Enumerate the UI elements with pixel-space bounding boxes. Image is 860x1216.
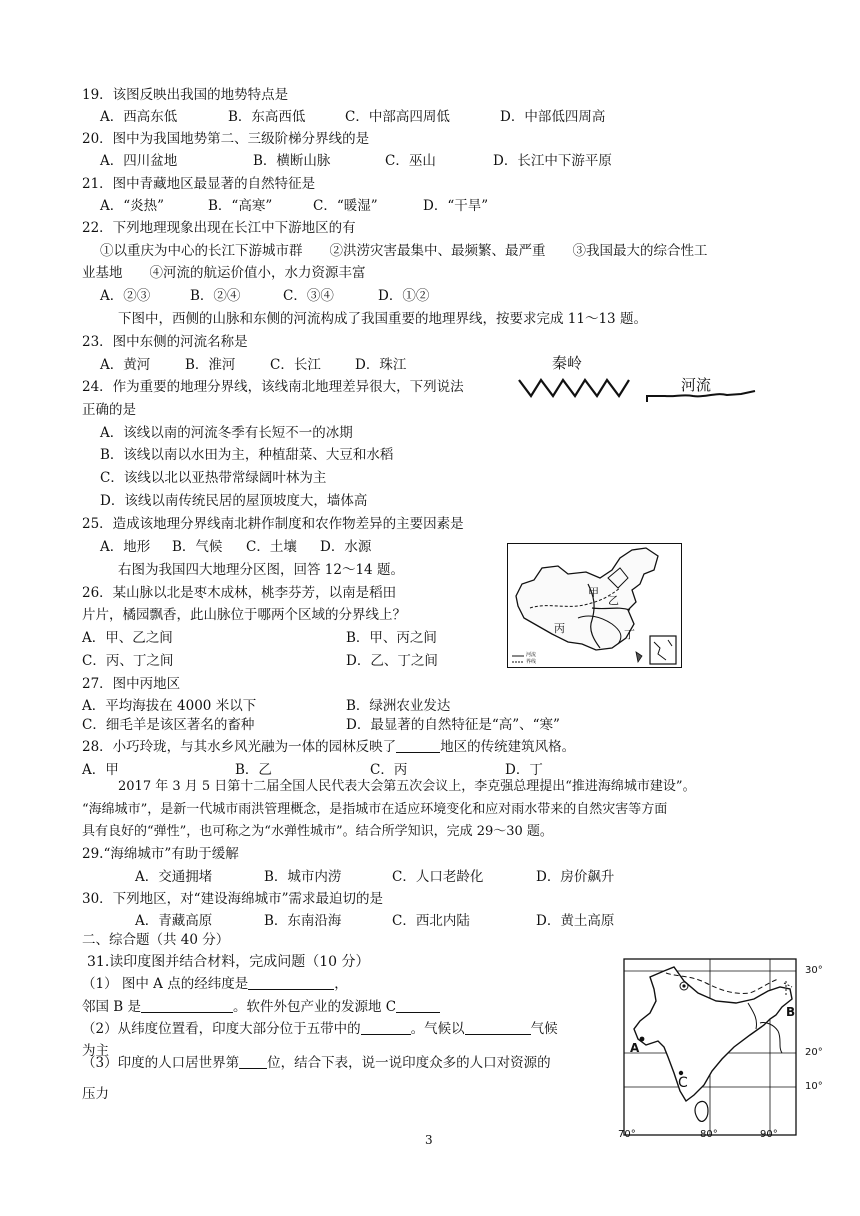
page-number: 3 [425, 1133, 433, 1147]
point-b-label: B [786, 1005, 796, 1019]
q27-option-c: C．细毛羊是该区著名的畜种 [82, 717, 255, 733]
q28-option-c: C．丙 [370, 762, 408, 778]
q31-part2-mid: 。气候以 [410, 1021, 465, 1037]
q31-part2-line1 [82, 1020, 558, 1038]
q23-option-a: A．黄河 [100, 357, 151, 373]
lon-80-label: 80° [700, 1129, 718, 1140]
q25-option-d: D．水源 [320, 539, 372, 555]
q25-option-a: A．地形 [100, 539, 151, 555]
q21-option-b: B．“高寒” [208, 198, 273, 214]
china-regions-map [507, 543, 682, 668]
q24-option-b: B．该线以南以水田为主，种植甜菜、大豆和水稻 [100, 447, 394, 463]
q31-part3-text: （3）印度的人口居世界第 [82, 1055, 240, 1071]
lat-10-label: 10° [805, 1081, 823, 1092]
q31-part3-line2: 压力 [82, 1086, 109, 1102]
q19-option-b: B．东高西低 [228, 109, 306, 125]
q22-stem: 22．下列地理现象出现在长江中下游地区的有 [82, 220, 356, 236]
q24-stem-line2: 正确的是 [82, 402, 136, 418]
q24-option-a: A．该线以南的河流冬季有长短不一的冰期 [100, 425, 353, 441]
river-label: 河流 [681, 376, 712, 394]
q21-option-a: A．“炎热” [100, 198, 165, 214]
lon-70-label: 70° [618, 1129, 636, 1140]
q29-option-b: B．城市内涝 [264, 869, 342, 885]
india-map [618, 953, 832, 1143]
q23-option-b: B．淮河 [185, 357, 236, 373]
q28-option-a: A．甲 [82, 762, 119, 778]
india-map-drawing [618, 953, 832, 1143]
q20-option-c: C．巫山 [385, 153, 436, 169]
q23-option-c: C．长江 [270, 357, 321, 373]
point-c-label: C [678, 1075, 688, 1091]
q20-stem: 20．图中为我国地势第二、三级阶梯分界线的是 [82, 131, 370, 147]
q23-option-d: D．珠江 [355, 357, 407, 373]
q31-part2-text: （2）从纬度位置看，印度大部分位于五带中的 [82, 1021, 361, 1037]
q30-option-b: B．东南沿海 [264, 913, 342, 929]
q21-option-d: D．“干旱” [423, 198, 489, 214]
q31-latlon-blank[interactable] [248, 975, 334, 990]
passage-line1: 2017 年 3 月 5 日第十二届全国人民代表大会第五次会议上，李克强总理提出“推进海绵城市建设”。 [118, 779, 696, 794]
q22-option-a: A．②③ [100, 288, 151, 304]
q30-option-d: D．黄土高原 [536, 913, 615, 929]
region-yi-label: 乙 [608, 594, 619, 607]
q22-statement-line1: ①以重庆为中心的长江下游城市群 ②洪涝灾害最集中、最频繁、最严重 ③我国最大的综合性工 [100, 243, 708, 259]
q20-option-b: B．横断山脉 [253, 153, 331, 169]
legend-boundary: 界线 [526, 659, 537, 665]
passage-line2: “海绵城市”，是新一代城市雨洪管理概念，是指城市在适应环境变化和应对雨水带来的自然灾害等方面 [82, 802, 668, 817]
q25-stem: 25．造成该地理分界线南北耕作制度和农作物差异的主要因素是 [82, 516, 464, 532]
lon-90-label: 90° [760, 1129, 778, 1140]
q19-option-c: C．中部高四周低 [345, 109, 450, 125]
q25-option-c: C．土壤 [246, 539, 297, 555]
q30-stem: 30．下列地区，对“建设海绵城市”需求最迫切的是 [82, 891, 383, 907]
q28-option-d: D．丁 [505, 762, 543, 778]
q22-option-c: C．③④ [283, 288, 334, 304]
q31-c-blank[interactable] [396, 998, 440, 1013]
intro-26: 右图为我国四大地理分区图，回答 12～14 题。 [118, 562, 404, 578]
q24-option-c: C．该线以北以亚热带常绿阔叶林为主 [100, 470, 327, 486]
q31-part1-line2 [82, 998, 440, 1016]
q26-option-a: A．甲、乙之间 [82, 630, 173, 646]
region-jia-label: 甲 [588, 586, 599, 599]
q31-neighbor-text: 邻国 B 是 [82, 999, 142, 1015]
legend-river: 河流 [526, 652, 537, 658]
q29-stem: 29.“海绵城市”有助于缓解 [82, 846, 239, 862]
q31-part3-after: 位，结合下表，说一说印度众多的人口对资源的 [267, 1055, 551, 1071]
q28-stem-after: 地区的传统建筑风格。 [440, 739, 576, 755]
q26-option-d: D．乙、丁之间 [346, 653, 438, 669]
q30-option-c: C．西北内陆 [392, 913, 470, 929]
q19-option-d: D．中部低四周高 [500, 109, 606, 125]
section2-heading: 二、综合题（共 40 分） [82, 932, 230, 948]
q27-option-b: B．绿洲农业发达 [346, 698, 451, 714]
q31-part1-line1: （1） 图中 A 点的经纬度是 ， [82, 976, 348, 992]
q26-option-c: C．丙、丁之间 [82, 653, 174, 669]
q19-stem: 19．该图反映出我国的地势特点是 [82, 87, 289, 103]
q27-stem: 27．图中丙地区 [82, 676, 181, 692]
qinling-river-drawing [515, 352, 765, 412]
q31-part1-text: （1） 图中 A 点的经纬度是 [82, 976, 249, 992]
intro-23: 下图中，西侧的山脉和东侧的河流构成了我国重要的地理界线，按要求完成 11～13 题。 [118, 311, 647, 327]
q31-neighbor-blank[interactable] [141, 998, 233, 1013]
q28-answer-blank[interactable] [396, 738, 440, 753]
q31-stem: 31.读印度图并结合材料，完成问题（10 分） [87, 954, 370, 970]
q29-option-a: A．交通拥堵 [135, 869, 213, 885]
q22-option-d: D．①② [378, 288, 430, 304]
q28-option-b: B．乙 [235, 762, 272, 778]
q30-option-a: A．青藏高原 [135, 913, 213, 929]
region-ding-label: 丁 [624, 628, 635, 641]
q24-stem-line1: 24．作为重要的地理分界线，该线南北地理差异很大，下列说法 [82, 379, 464, 395]
q25-option-b: B．气候 [172, 539, 223, 555]
q20-option-a: A．四川盆地 [100, 153, 178, 169]
q26-stem-line2: 片片，橘园飘香，此山脉位于哪两个区域的分界线上？ [82, 607, 406, 623]
q19-option-a: A．西高东低 [100, 109, 178, 125]
q31-zone-blank[interactable] [361, 1020, 411, 1035]
q22-option-b: B．②④ [190, 288, 241, 304]
q26-stem-line1: 26．某山脉以北是枣木成林，桃李芬芳，以南是稻田 [82, 585, 397, 601]
region-bing-label: 丙 [554, 622, 565, 635]
china-regions-drawing [508, 544, 682, 668]
q27-option-a: A．平均海拔在 4000 米以下 [82, 698, 257, 714]
passage-line3: 具有良好的“弹性”，也可称之为“水弹性城市”。结合所学知识，完成 29～30 题。 [82, 824, 553, 839]
q31-part2-line2: 为主 [82, 1043, 109, 1059]
lat-20-label: 20° [805, 1047, 823, 1058]
q20-option-d: D．长江中下游平原 [493, 153, 612, 169]
q31-rank-blank[interactable] [239, 1054, 267, 1069]
q31-part2-after: 气候 [530, 1021, 558, 1037]
q24-option-d: D．该线以南传统民居的屋顶坡度大，墙体高 [100, 493, 368, 509]
point-a-label: A [630, 1041, 640, 1055]
q31-part3-line1 [82, 1054, 551, 1072]
q31-software-text: 。软件外包产业的发源地 C [233, 999, 397, 1015]
q29-option-d: D．房价飙升 [536, 869, 615, 885]
q21-stem: 21．图中青藏地区最显著的自然特征是 [82, 176, 316, 192]
q28-stem-before: 28．小巧玲珑，与其水乡风光融为一体的园林反映了 [82, 739, 397, 755]
qinling-river-figure [515, 352, 765, 412]
q23-stem: 23．图中东侧的河流名称是 [82, 334, 248, 350]
q26-option-b: B．甲、丙之间 [346, 630, 437, 646]
q27-option-d: D．最显著的自然特征是“高”、“寒” [346, 717, 560, 733]
q22-statement-line2: 业基地 ④河流的航运价值小，水力资源丰富 [82, 265, 366, 281]
q21-option-c: C．“暖湿” [313, 198, 378, 214]
q31-climate-blank[interactable] [465, 1020, 531, 1035]
lat-30-label: 30° [805, 965, 823, 976]
mountain-label: 秦岭 [552, 354, 583, 372]
q29-option-c: C．人口老龄化 [392, 869, 484, 885]
q28-stem [82, 738, 575, 756]
